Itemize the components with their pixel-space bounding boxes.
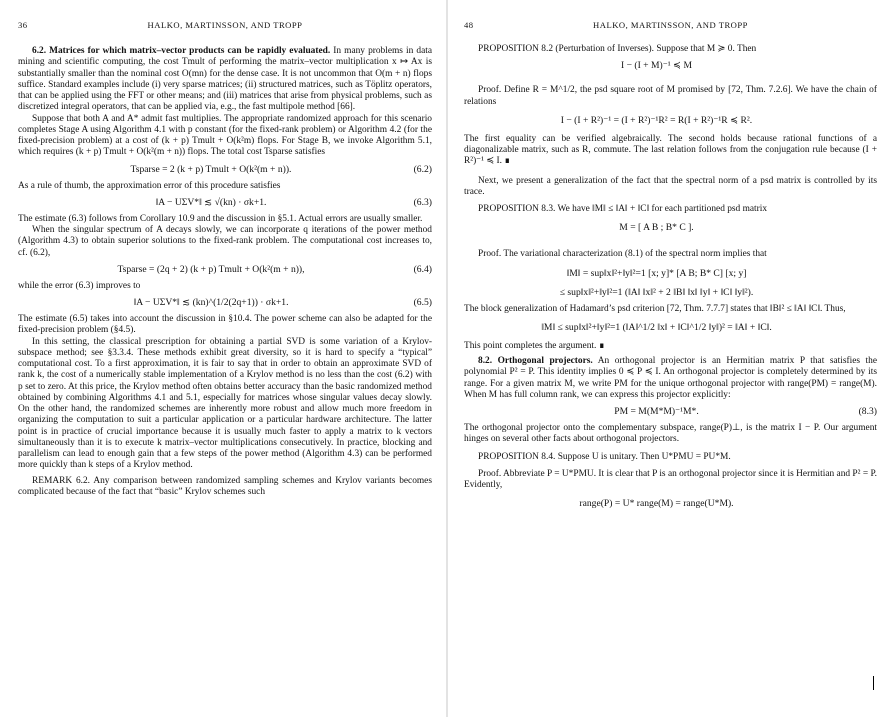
equation-6-2 <box>18 164 432 176</box>
equation-6-3-number: (6.3) <box>413 196 432 208</box>
right-page <box>448 0 891 717</box>
equation-6-4-body: Tsparse = (2q + 2) (k + p) Tmult + O(k²(m + n)), <box>117 263 305 275</box>
text-cursor <box>873 676 874 690</box>
equation-6-4 <box>18 264 432 276</box>
right-running-head: HALKO, MARTINSSON, AND TROPP <box>593 20 748 30</box>
right-page-number: 48 <box>464 20 474 30</box>
equation-6-5 <box>18 297 432 309</box>
proof-8-3: Proof. The variational characterization (8.1) of the spectral norm implies that <box>478 249 767 260</box>
paragraph-5: When the singular spectrum of A decays slowly, we can incorporate q iterations of the power method (Algorithm 4.3) to obtain superior solutions to the fixed-rank problem. The computational cost increases to, cf. (6.2), <box>18 225 432 258</box>
equation-8-3-body: PM = M(M*M)⁻¹M*. <box>614 406 699 417</box>
paragraph-block-generalization: The block generalization of Hadamard’s psd criterion [72, Thm. 7.7.7] states that ‖B‖² ≤ ‖A‖ ‖C‖. Thus, <box>464 303 846 314</box>
left-header <box>18 20 432 40</box>
equation-6-5-body: ‖A − UΣV*‖ ≲ (kn)^(1/2(2q+1)) · σk+1. <box>133 297 289 308</box>
paragraph-6: while the error (6.3) improves to <box>18 280 141 291</box>
equation-6-2-body: Tsparse = 2 (k + p) Tmult + O(k²(m + n)). <box>130 163 292 175</box>
equation-variational-1-body: ‖M‖ = sup‖x‖²+‖y‖²=1 [x; y]* [A B; B* C] [x; y] <box>566 267 747 279</box>
proof-8-2: Proof. Define R = M^1/2, the psd square root of M promised by [72, Thm. 7.2.6]. We have the chain of relations <box>464 85 877 107</box>
equation-variational-2-body: ≤ sup‖x‖²+‖y‖²=1 (‖A‖ ‖x‖² + 2 ‖B‖ ‖x‖ ‖y‖ + ‖C‖ ‖y‖²). <box>559 286 754 298</box>
proposition-8-3: PROPOSITION 8.3. We have ‖M‖ ≤ ‖A‖ + ‖C‖ for each partitioned psd matrix <box>478 204 768 214</box>
paragraph-8: In this setting, the classical prescription for obtaining a partial SVD is some variation of a Krylov-subspace method; see §3.3.4. These methods exhibit great diversity, so it is hard to specify a “typical” computational cost. To a first approximation, it is fair to say that in order to obtain an approximate SVD of rank k, the cost of a numerically stable implementation of a Krylov method is no less than the cost (6.2) with p set to zero. At this price, the Krylov method often obtains better accuracy than the basic randomized method obtained by combining Algorithms 4.1 and 5.1, especially for matrices whose singular values decay slowly. On the other hand, the randomized schemes are inherently more robust and allow much more freedom in organizing the computation to suit a particular application or a particular hardware architecture. The latter point is in practice of crucial importance because it is usually much faster to apply a matrix to k vectors simultaneously than it is to execute k matrix–vector multiplications consecutively. In practice, blocking and parallelism can lead to enough gain that a few steps of the power method (Algorithm 4.3) can be performed more quickly than k steps of a Krylov method. <box>18 336 432 471</box>
paragraph-next: Next, we present a generalization of the fact that the spectral norm of a psd matrix is controlled by its trace. <box>464 175 877 197</box>
equation-thus <box>464 322 877 334</box>
paragraph-7: The estimate (6.5) takes into account the discussion in §10.4. The power scheme can also be adapted for the fixed-precision problem (§4.5). <box>18 314 432 336</box>
section-6-2-title: 6.2. Matrices for which matrix–vector products can be rapidly evaluated. <box>32 46 331 56</box>
right-header <box>464 20 877 40</box>
section-8-2-title: 8.2. Orthogonal projectors. <box>478 356 593 366</box>
left-page-number: 36 <box>18 20 28 30</box>
paragraph-1: In many problems in data mining and scientific computing, the cost Tmult of performing the matrix–vector multiplication x ↦ Ax is substantially smaller than the nominal cost O(mn) for the dense case. It is not uncommon that O(m + n) flops suffice. Standard examples include (i) very sparse matrices; (ii) structured matrices, such as Töplitz operators, that can be applied using the FFT or other means; and (iii) matrices that arise from physical problems, such as discretized integral operators, that can be applied via, e.g., the fast multipole method [66]. <box>18 46 433 113</box>
paragraph-completes: This point completes the argument. ∎ <box>464 340 605 351</box>
equation-6-3-body: ‖A − UΣV*‖ ≲ √(kn) · σk+1. <box>155 196 267 208</box>
proof-8-4: Proof. Abbreviate P = U*PMU. It is clear that P is an orthogonal projector since it is Hermitian and P² = P. Evidently, <box>464 468 877 490</box>
equation-partitioned-matrix-body: M = [ A B ; B* C ]. <box>619 222 694 234</box>
equation-range-body: range(P) = U* range(M) = range(U*M). <box>579 498 734 510</box>
section-8-2-paragraph <box>464 356 877 401</box>
equation-thus-body: ‖M‖ ≤ sup‖x‖²+‖y‖²=1 (‖A‖^1/2 ‖x‖ + ‖C‖^1/2 ‖y‖)² = ‖A‖ + ‖C‖. <box>541 321 772 333</box>
proposition-8-4: PROPOSITION 8.4. Suppose U is unitary. Then U*PMU = PU*M. <box>478 451 731 462</box>
paragraph-4: The estimate (6.3) follows from Corollary 10.9 and the discussion in §5.1. Actual errors are usually smaller. <box>18 213 423 224</box>
equation-partitioned-matrix <box>464 222 877 234</box>
equation-6-4-number: (6.4) <box>413 263 432 275</box>
equation-prop-8-2 <box>464 60 877 72</box>
paragraph-3: As a rule of thumb, the approximation error of this procedure satisfies <box>18 180 281 191</box>
equation-variational-2 <box>464 287 877 299</box>
proposition-8-2: PROPOSITION 8.2 (Perturbation of Inverses). Suppose that M ≽ 0. Then <box>478 44 757 54</box>
equation-8-3-number: (8.3) <box>858 406 877 417</box>
remark-6-2: REMARK 6.2. Any comparison between randomized sampling schemes and Krylov variants becomes complicated because of the fact that “basic” Krylov schemes such <box>18 475 432 497</box>
section-8-2-text: An orthogonal projector is an Hermitian matrix P that satisfies the polynomial P² = P. This identity implies 0 ≼ P ≼ I. An orthogonal projector is completely determined by its range. For a given matrix M, we write PM for the unique orthogonal projector with range(PM) = range(M). When M has full column rank, we can express this projector explicitly: <box>464 356 877 400</box>
section-6-2-paragraph <box>18 46 432 114</box>
equation-chain-body: I − (I + R²)⁻¹ = (I + R²)⁻¹R² = R(I + R²)⁻¹R ≼ R². <box>560 114 753 126</box>
equation-range <box>464 498 877 510</box>
equation-chain <box>464 115 877 127</box>
equation-6-2-number: (6.2) <box>413 163 432 175</box>
paragraph-complementary: The orthogonal projector onto the complementary subspace, range(P)⊥, is the matrix I − P. Our argument hinges on several other facts about orthogonal projectors. <box>464 423 877 445</box>
paragraph-2: Suppose that both A and A* admit fast multiplies. The appropriate randomized approach for this scenario completes Stage A using Algorithm 4.1 with p constant (for the fixed-rank problem) or Algorithm 4.2 (for the fixed-precision problem) at a cost of (k + p) Tmult + O(k²m) flops. For Stage B, we invoke Algorithm 5.1, which requires (k + p) Tmult + O(k²(m + n)) flops. The total cost Tsparse satisfies <box>18 113 432 158</box>
equation-variational-1 <box>464 268 877 280</box>
equation-8-3 <box>464 406 877 418</box>
equation-prop-8-2-body: I − (I + M)⁻¹ ≼ M <box>620 60 693 72</box>
paragraph-first-equality: The first equality can be verified algebraically. The second holds because rational functions of a diagonalizable matrix, such as R, commute. The last relation follows from the conjugation rule because (I + R²)⁻¹ ≼ I. ∎ <box>464 133 877 167</box>
equation-6-5-number: (6.5) <box>413 297 432 308</box>
equation-6-3 <box>18 197 432 209</box>
left-running-head: HALKO, MARTINSSON, AND TROPP <box>147 20 303 30</box>
